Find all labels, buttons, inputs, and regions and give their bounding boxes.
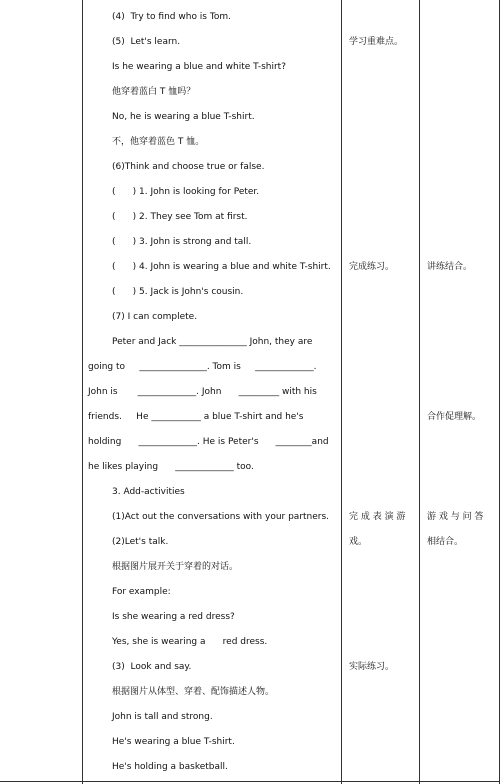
text-line: Is he wearing a blue and white T-shirt? — [112, 62, 286, 72]
table-border-col3 — [341, 0, 342, 784]
text-line: (5) Let's learn. — [112, 37, 181, 47]
activity-cell: 完 成 表 演 游 — [349, 512, 406, 522]
purpose-cell: 讲练结合。 — [427, 262, 473, 272]
text-line: (7) I can complete. — [112, 312, 198, 322]
text-line: (4) Try to find who is Tom. — [112, 12, 231, 22]
text-line: He's wearing a blue T-shirt. — [112, 737, 235, 747]
text-line: 根据图片从体型、穿着、配饰描述人物。 — [112, 687, 275, 697]
text-line: ( ) 2. They see Tom at first. — [112, 212, 248, 222]
text-line: John is _____________. John _________ with his — [88, 387, 317, 397]
text-line: (1)Act out the conversations with your partners. — [112, 512, 330, 522]
text-line: going to _______________. Tom is _____________. — [88, 362, 317, 372]
activity-cell: 实际练习。 — [349, 662, 395, 672]
text-line: (3) Look and say. — [112, 662, 192, 672]
table-border-right — [499, 0, 500, 784]
text-line: ( ) 1. John is looking for Peter. — [112, 187, 260, 197]
text-line: 他穿着蓝白 T 恤吗？ — [112, 87, 196, 97]
text-line: ( ) 4. John is wearing a blue and white T-shirt. — [112, 262, 331, 272]
text-line: 3. Add-activities — [112, 487, 185, 497]
text-line: For example: — [112, 587, 171, 597]
text-line: John is tall and strong. — [112, 712, 213, 722]
table-border-left-inner — [82, 0, 83, 784]
text-line: Yes, she is wearing a red dress. — [112, 637, 268, 647]
text-line: ( ) 3. John is strong and tall. — [112, 237, 252, 247]
activity-cell: 完成练习。 — [349, 262, 395, 272]
text-line: holding _____________. He is Peter's ________and — [88, 437, 329, 447]
text-line: (2)Let's talk. — [112, 537, 169, 547]
text-line: he likes playing _____________ too. — [88, 462, 254, 472]
text-line: Peter and Jack _______________ John, they are — [112, 337, 313, 347]
activity-cell: 学习重难点。 — [349, 37, 404, 47]
purpose-cell: 相结合。 — [427, 537, 464, 547]
table-border-bottom — [0, 781, 500, 782]
text-line: He's holding a basketball. — [112, 762, 228, 772]
activity-cell: 戏。 — [349, 537, 368, 547]
text-line: 不，他穿着蓝色 T 恤。 — [112, 137, 205, 147]
purpose-cell: 合作促理解。 — [427, 412, 482, 422]
purpose-cell: 游 戏 与 问 答 — [427, 512, 484, 522]
table-border-col4 — [419, 0, 420, 784]
text-line: 根据图片展开关于穿着的对话。 — [112, 562, 239, 572]
text-line: (6)Think and choose true or false. — [112, 162, 265, 172]
text-line: Is she wearing a red dress? — [112, 612, 235, 622]
text-line: ( ) 5. Jack is John's cousin. — [112, 287, 244, 297]
text-line: friends. He ___________ a blue T-shirt and he's — [88, 412, 304, 422]
text-line: No, he is wearing a blue T-shirt. — [112, 112, 255, 122]
